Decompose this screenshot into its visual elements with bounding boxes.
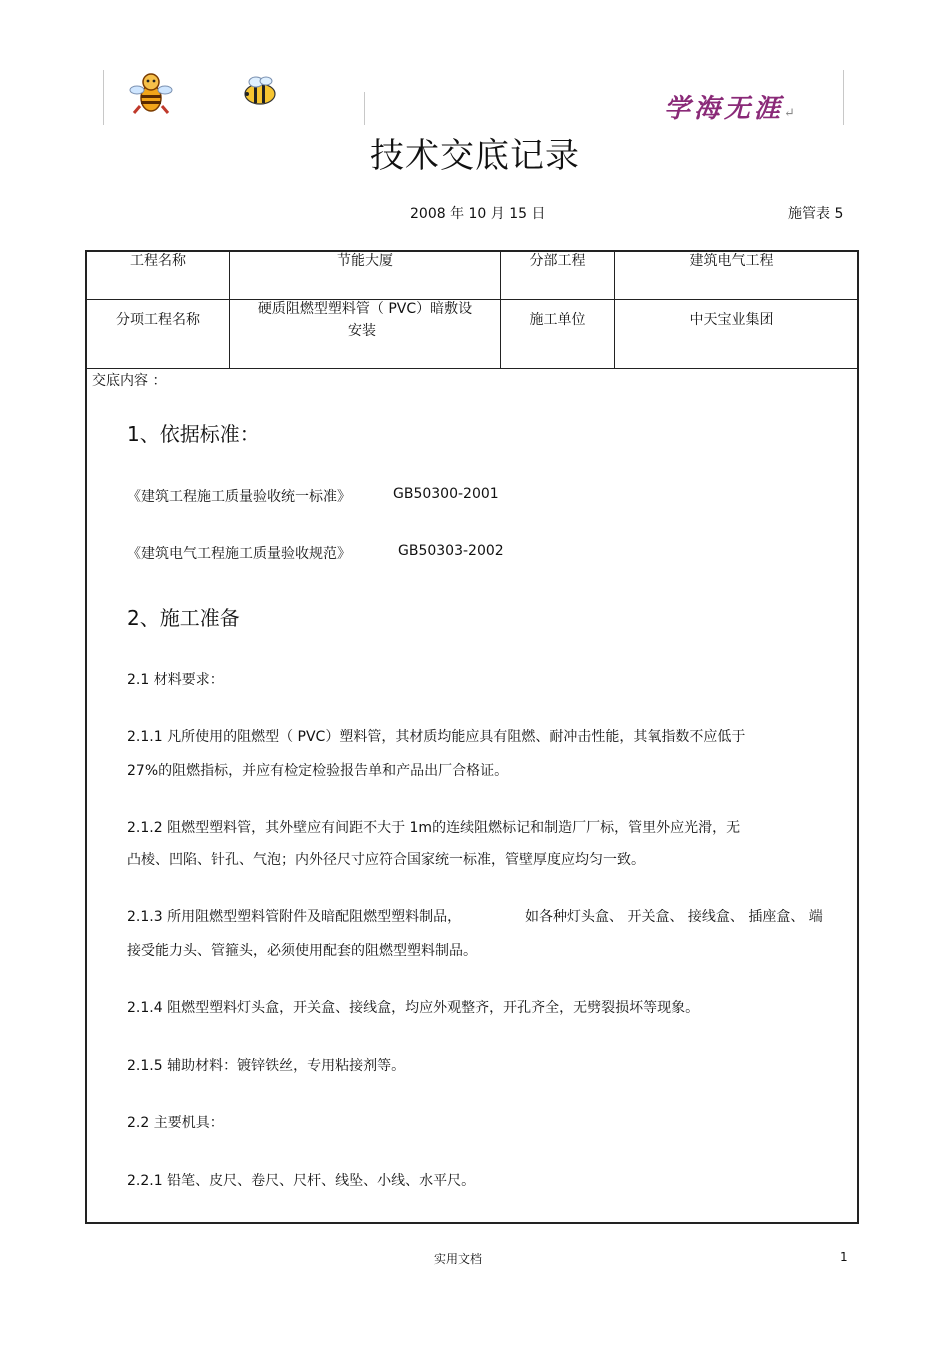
para-2-1: 2.1 材料要求：: [127, 672, 224, 688]
para-2-1-2-line2: 凸棱、凹陷、针孔、气泡；内外径尺寸应符合国家统一标准，管壁厚度应均匀一致。: [127, 852, 645, 868]
para-2-2-1: 2.2.1 铅笔、皮尺、卷尺、尺杆、线坠、小线、水平尺。: [127, 1173, 476, 1189]
bee-mascot-icon: [126, 70, 176, 116]
value-subitem-line1: 硬质阻燃型塑料管（ PVC）暗敷设: [257, 301, 473, 317]
header-divider-right: [843, 70, 844, 125]
standard-1-code: GB50300-2001: [393, 486, 499, 502]
standard-2-name: 《建筑电气工程施工质量验收规范》: [127, 546, 351, 562]
para-2-1-3-line1b: 如各种灯头盒、 开关盒、 接线盒、 插座盒、 端: [525, 909, 823, 925]
label-contractor: 施工单位: [529, 312, 586, 328]
brand-logo: 学海无涯↵: [664, 94, 795, 124]
para-2-1-1-line1: 2.1.1 凡所使用的阻燃型（ PVC）塑料管，其材质均能应具有阻燃、耐冲击性能，其氧指数不应低于: [127, 729, 746, 745]
standard-1-name: 《建筑工程施工质量验收统一标准》: [127, 489, 351, 505]
para-2-2: 2.2 主要机具：: [127, 1115, 224, 1131]
para-2-1-4: 2.1.4 阻燃型塑料灯头盒，开关盒、接线盒，均应外观整齐，开孔齐全，无劈裂损坏等现象。: [127, 1000, 700, 1016]
header-divider-middle: [364, 92, 365, 125]
footer-label: 实用文档: [434, 1252, 483, 1266]
label-division: 分部工程: [529, 253, 586, 269]
para-2-1-1-line2: 27%的阻燃指标，并应有检定检验报告单和产品出厂合格证。: [127, 763, 509, 779]
form-number: 施管表 5: [788, 206, 844, 222]
section-2-heading: 2、施工准备: [127, 606, 240, 630]
para-2-1-3-line2: 接受能力头、管箍头，必须使用配套的阻燃型塑料制品。: [127, 943, 477, 959]
para-2-1-2-line1: 2.1.2 阻燃型塑料管，其外壁应有间距不大于 1m的连续阻燃标记和制造厂厂标，管里外应光滑，无: [127, 820, 741, 836]
section-1-heading: 1、依据标准：: [127, 422, 260, 446]
page-title: 技术交底记录: [370, 136, 580, 176]
para-2-1-3-line1a: 2.1.3 所用阻燃型塑料管附件及暗配阻燃型塑料制品，: [127, 909, 462, 925]
value-division: 建筑电气工程: [689, 253, 774, 269]
label-project-name: 工程名称: [130, 253, 186, 269]
page-number: 1: [840, 1250, 848, 1264]
para-2-1-5: 2.1.5 辅助材料：镀锌铁丝，专用粘接剂等。: [127, 1058, 406, 1074]
flying-bee-icon: [238, 76, 280, 108]
header-divider-left: [103, 70, 104, 125]
value-project-name: 节能大厦: [337, 253, 393, 269]
value-contractor: 中天宝业集团: [689, 312, 774, 328]
standard-2-code: GB50303-2002: [398, 543, 504, 559]
label-subitem-name: 分项工程名称: [116, 312, 200, 328]
content-label: 交底内容 ：: [92, 373, 167, 389]
record-date: 2008 年 10 月 15 日: [410, 206, 546, 222]
value-subitem-line2: 安装: [348, 323, 376, 339]
row-divider: [85, 368, 859, 369]
